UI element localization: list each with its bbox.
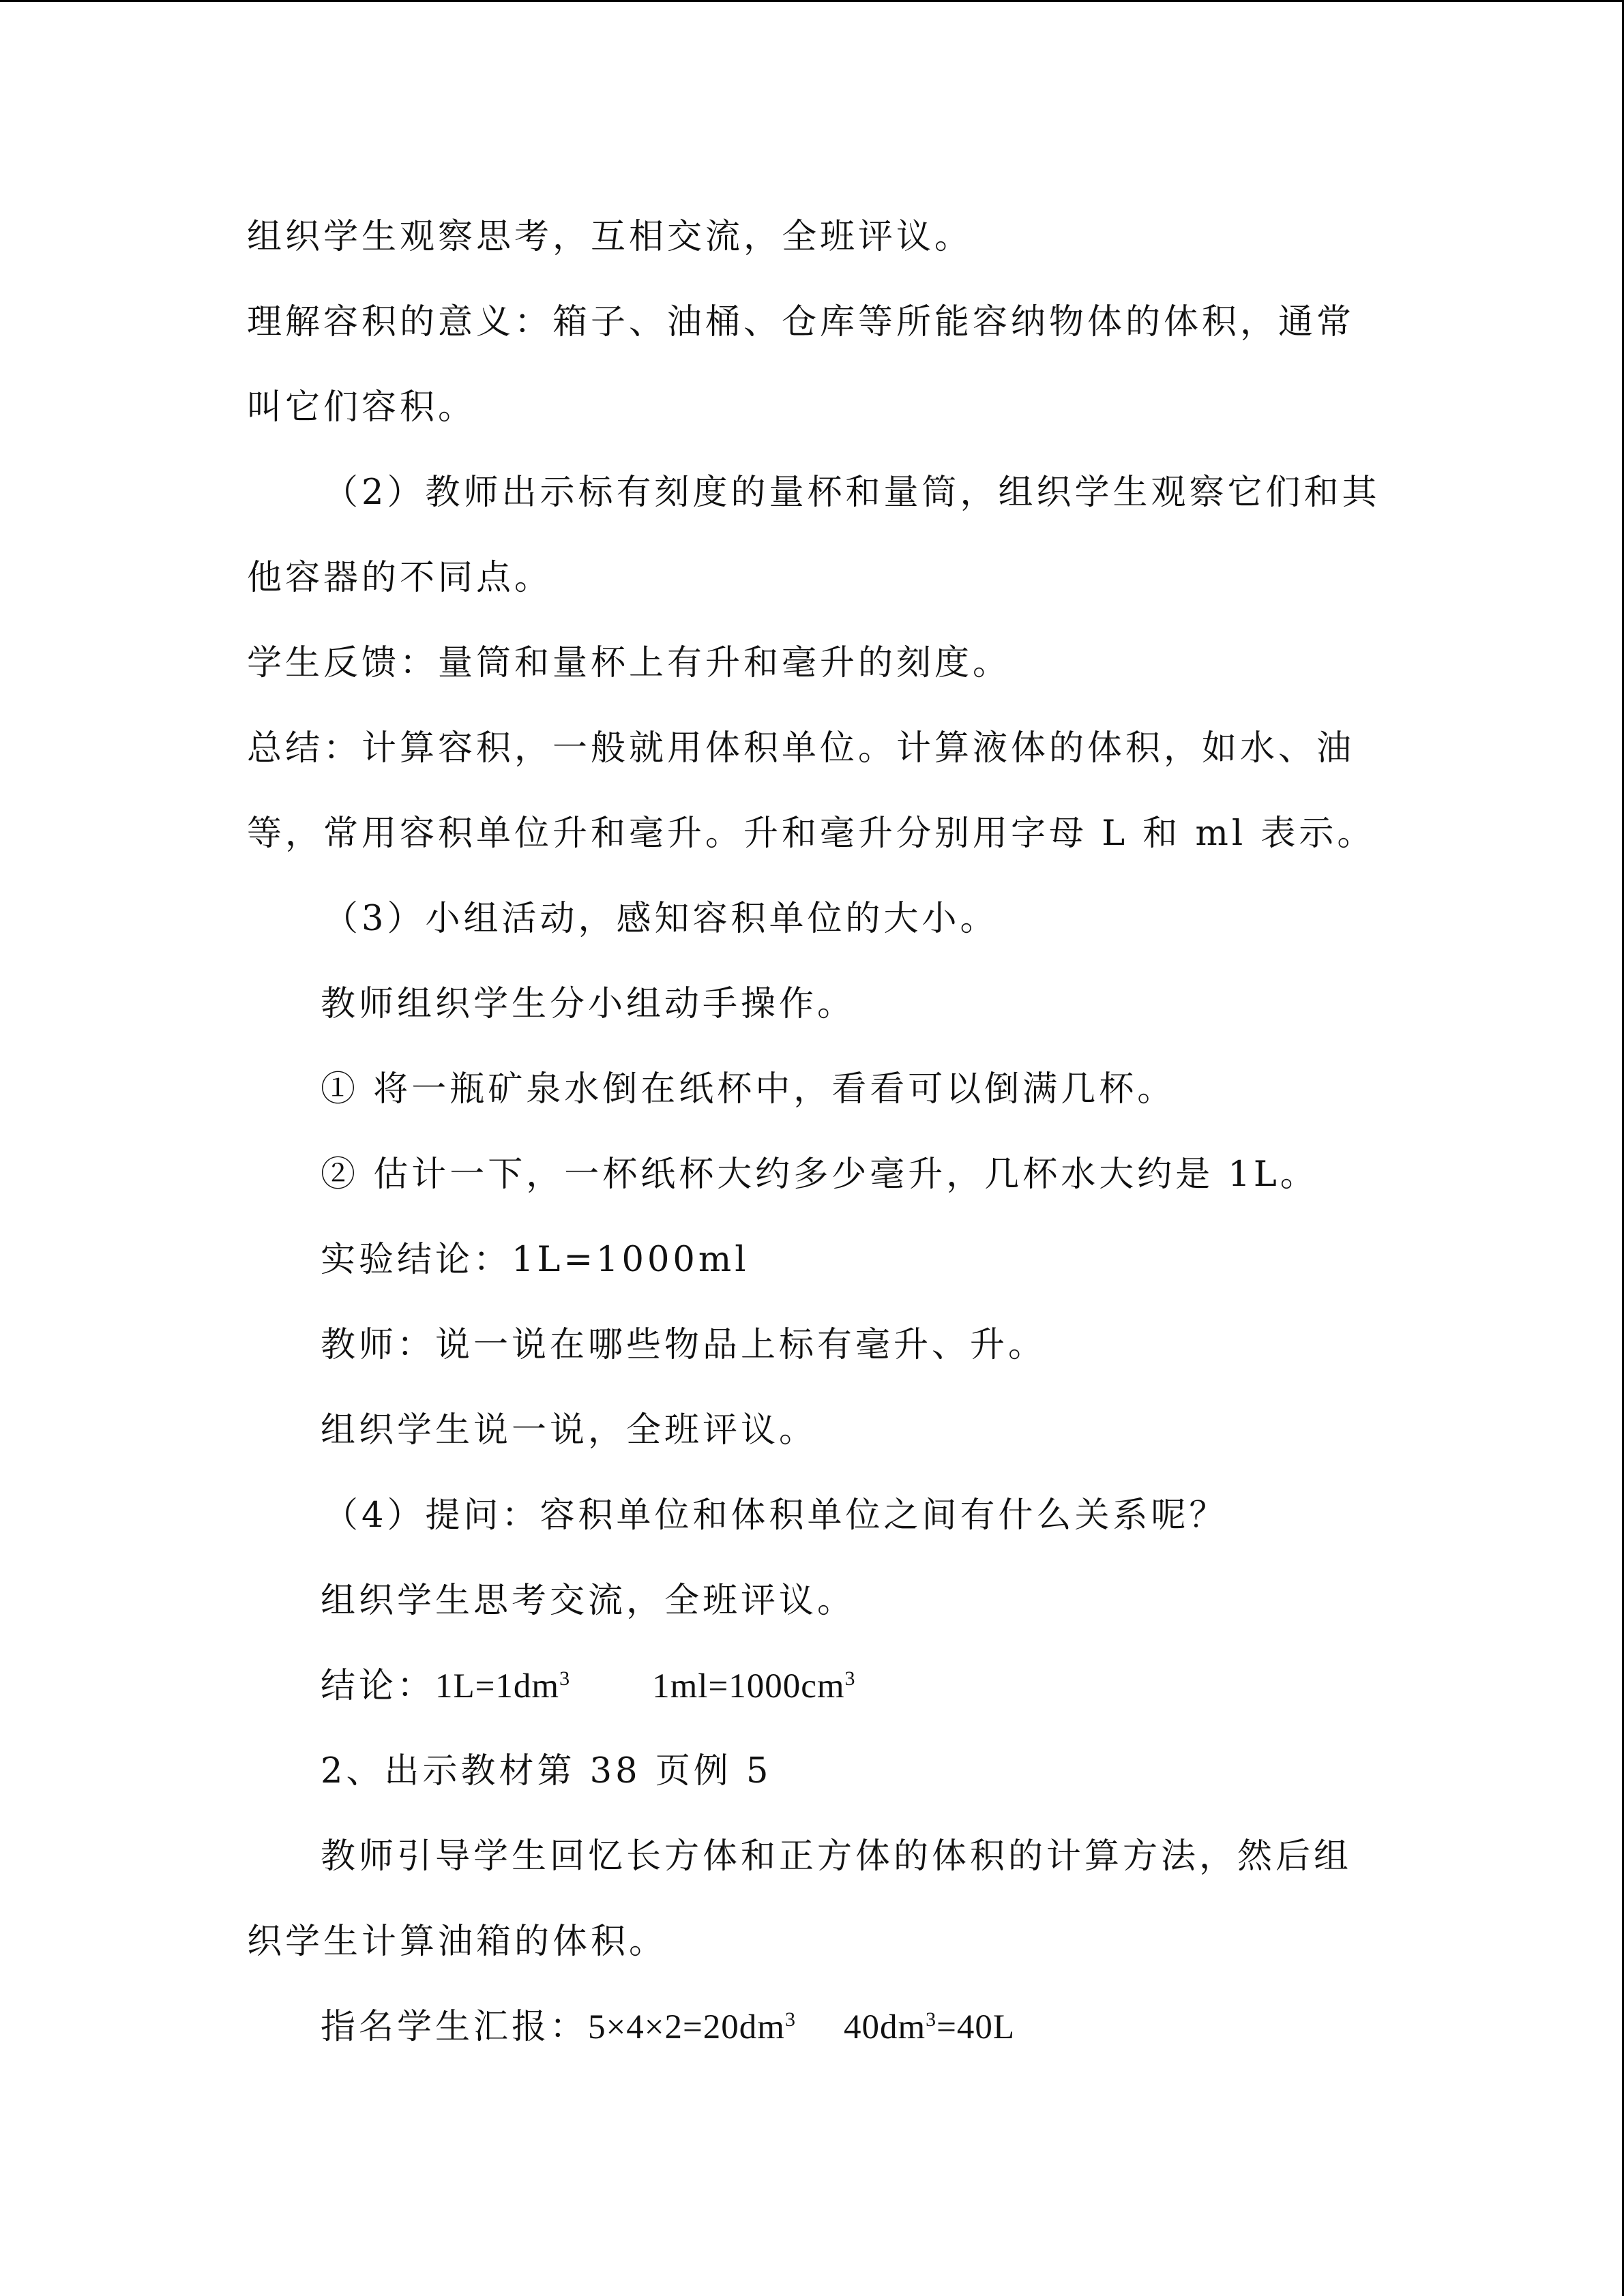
paragraph-summary-line1: 总结：计算容积，一般就用体积单位。计算液体的体积，如水、油	[247, 728, 1355, 769]
paragraph-teacher-prompt: 教师：说一说在哪些物品上标有毫升、升。	[321, 1325, 1047, 1365]
paragraph-step3: （3）小组活动，感知容积单位的大小。	[323, 899, 999, 939]
paragraph-conclusion-formula	[321, 1665, 856, 1708]
paragraph-capacity-meaning-line1: 理解容积的意义：箱子、油桶、仓库等所能容纳物体的体积，通常	[247, 302, 1355, 342]
paragraph-organize-observe: 组织学生观察思考，互相交流，全班评议。	[247, 217, 973, 257]
paragraph-summary-line2: 等，常用容积单位升和毫升。升和毫升分别用字母 L 和 ml 表示。	[247, 814, 1376, 854]
list-item-1: ① 将一瓶矿泉水倒在纸杯中，看看可以倒满几杯。	[321, 1069, 1176, 1109]
report-label: 指名学生汇报：	[321, 2007, 589, 2047]
paragraph-step2-line2: 他容器的不同点。	[247, 558, 553, 598]
paragraph-student-report	[321, 2006, 1015, 2049]
formula-liter: $1L=1dm^3$	[435, 1667, 571, 1705]
paragraph-student-feedback: 学生反馈：量筒和量杯上有升和毫升的刻度。	[247, 643, 1012, 683]
formula-milliliter: $1ml=1000cm^3$	[652, 1667, 856, 1705]
paragraph-teacher-guide-line2: 织学生计算油箱的体积。	[247, 1922, 668, 1962]
paragraph-step2-line1: （2）教师出示标有刻度的量杯和量筒，组织学生观察它们和其	[323, 473, 1381, 513]
paragraph-example-5: 2、出示教材第 38 页例 5	[321, 1751, 772, 1791]
paragraph-experiment-conclusion: 实验结论：1L=1000ml	[321, 1240, 750, 1280]
paragraph-think-exchange: 组织学生思考交流，全班评议。	[321, 1581, 856, 1621]
paragraph-group-operation: 教师组织学生分小组动手操作。	[321, 984, 856, 1024]
paragraph-discussion: 组织学生说一说，全班评议。	[321, 1410, 818, 1450]
conclusion-label: 结论：	[321, 1666, 436, 1706]
list-item-2: ② 估计一下，一杯纸杯大约多少毫升，几杯水大约是 1L。	[321, 1154, 1318, 1195]
paragraph-capacity-meaning-line2: 叫它们容积。	[247, 387, 477, 428]
paragraph-step4-question: （4）提问：容积单位和体积单位之间有什么关系呢？	[323, 1495, 1228, 1536]
formula-conversion: $40dm^3=40L$	[843, 2008, 1016, 2046]
paragraph-teacher-guide-line1: 教师引导学生回忆长方体和正方体的体积的计算方法，然后组	[321, 1836, 1353, 1877]
formula-volume: $5\times 4\times 2=20dm^3$	[588, 2008, 796, 2046]
